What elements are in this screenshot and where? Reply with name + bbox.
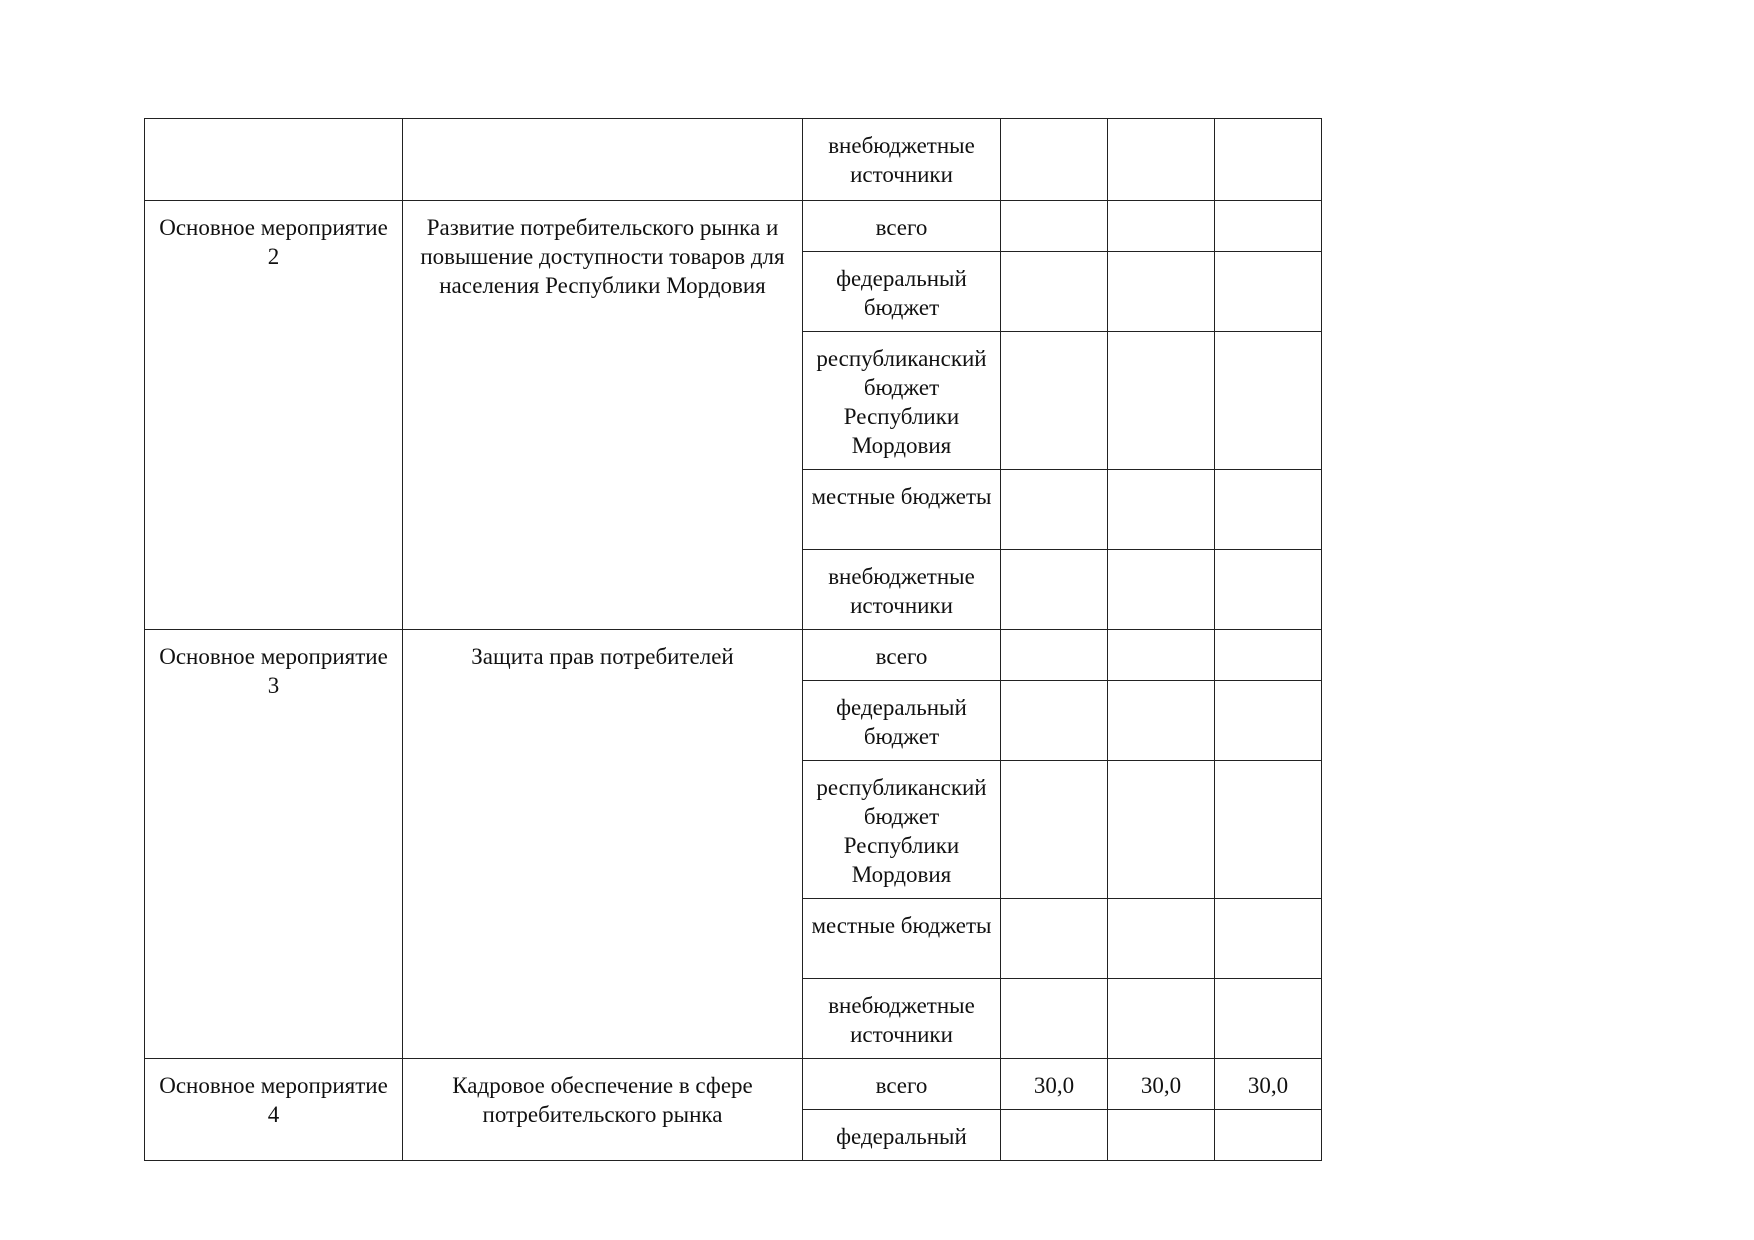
value-cell bbox=[1108, 550, 1215, 630]
value-cell bbox=[1108, 761, 1215, 899]
value-cell bbox=[1001, 119, 1108, 201]
value-cell bbox=[1108, 899, 1215, 979]
funding-source-cell: всего bbox=[803, 630, 1001, 681]
value-cell bbox=[1108, 252, 1215, 332]
value-cell: 30,0 bbox=[1215, 1059, 1322, 1110]
value-cell bbox=[1001, 550, 1108, 630]
value-cell bbox=[1001, 761, 1108, 899]
value-cell bbox=[1215, 681, 1322, 761]
value-cell bbox=[1108, 201, 1215, 252]
value-cell bbox=[1215, 1110, 1322, 1161]
table-row bbox=[145, 119, 1322, 201]
value-cell bbox=[1215, 979, 1322, 1059]
value-cell bbox=[1001, 979, 1108, 1059]
table-row bbox=[145, 1059, 1322, 1110]
funding-table bbox=[144, 118, 1322, 1161]
value-cell bbox=[1108, 470, 1215, 550]
activity-label-cell: Основное мероприятие 4 bbox=[145, 1059, 403, 1161]
activity-title-cell bbox=[403, 119, 803, 201]
value-cell bbox=[1108, 630, 1215, 681]
value-cell bbox=[1001, 201, 1108, 252]
value-cell bbox=[1001, 470, 1108, 550]
funding-source-cell: местные бюджеты bbox=[803, 470, 1001, 550]
funding-source-cell: федеральный бюджет bbox=[803, 252, 1001, 332]
table-row bbox=[145, 630, 1322, 681]
value-cell bbox=[1215, 252, 1322, 332]
value-cell bbox=[1108, 1110, 1215, 1161]
value-cell bbox=[1215, 119, 1322, 201]
value-cell bbox=[1001, 1110, 1108, 1161]
value-cell bbox=[1001, 630, 1108, 681]
value-cell bbox=[1215, 332, 1322, 470]
activity-title-cell: Кадровое обеспечение в сфере потребительского рынка bbox=[403, 1059, 803, 1161]
funding-source-cell: федеральный bbox=[803, 1110, 1001, 1161]
funding-source-cell: внебюджетные источники bbox=[803, 550, 1001, 630]
value-cell bbox=[1215, 470, 1322, 550]
value-cell bbox=[1108, 119, 1215, 201]
funding-source-cell: республиканский бюджет Республики Мордовия bbox=[803, 332, 1001, 470]
activity-title-cell: Развитие потребительского рынка и повышение доступности товаров для населения Республики Мордовия bbox=[403, 201, 803, 630]
funding-source-cell: внебюджетные источники bbox=[803, 979, 1001, 1059]
value-cell bbox=[1001, 252, 1108, 332]
value-cell bbox=[1001, 899, 1108, 979]
value-cell bbox=[1108, 681, 1215, 761]
value-cell bbox=[1215, 630, 1322, 681]
table-row bbox=[145, 201, 1322, 252]
funding-source-cell: внебюджетные источники bbox=[803, 119, 1001, 201]
funding-source-cell: всего bbox=[803, 201, 1001, 252]
value-cell bbox=[1215, 761, 1322, 899]
activity-title-cell: Защита прав потребителей bbox=[403, 630, 803, 1059]
activity-label-cell: Основное мероприятие 2 bbox=[145, 201, 403, 630]
funding-source-cell: федеральный бюджет bbox=[803, 681, 1001, 761]
funding-source-cell: республиканский бюджет Республики Мордовия bbox=[803, 761, 1001, 899]
value-cell bbox=[1215, 201, 1322, 252]
value-cell bbox=[1215, 550, 1322, 630]
value-cell: 30,0 bbox=[1001, 1059, 1108, 1110]
funding-source-cell: всего bbox=[803, 1059, 1001, 1110]
activity-label-cell: Основное мероприятие 3 bbox=[145, 630, 403, 1059]
value-cell bbox=[1001, 332, 1108, 470]
value-cell bbox=[1108, 979, 1215, 1059]
value-cell bbox=[1108, 332, 1215, 470]
funding-source-cell: местные бюджеты bbox=[803, 899, 1001, 979]
value-cell: 30,0 bbox=[1108, 1059, 1215, 1110]
activity-label-cell bbox=[145, 119, 403, 201]
value-cell bbox=[1215, 899, 1322, 979]
value-cell bbox=[1001, 681, 1108, 761]
